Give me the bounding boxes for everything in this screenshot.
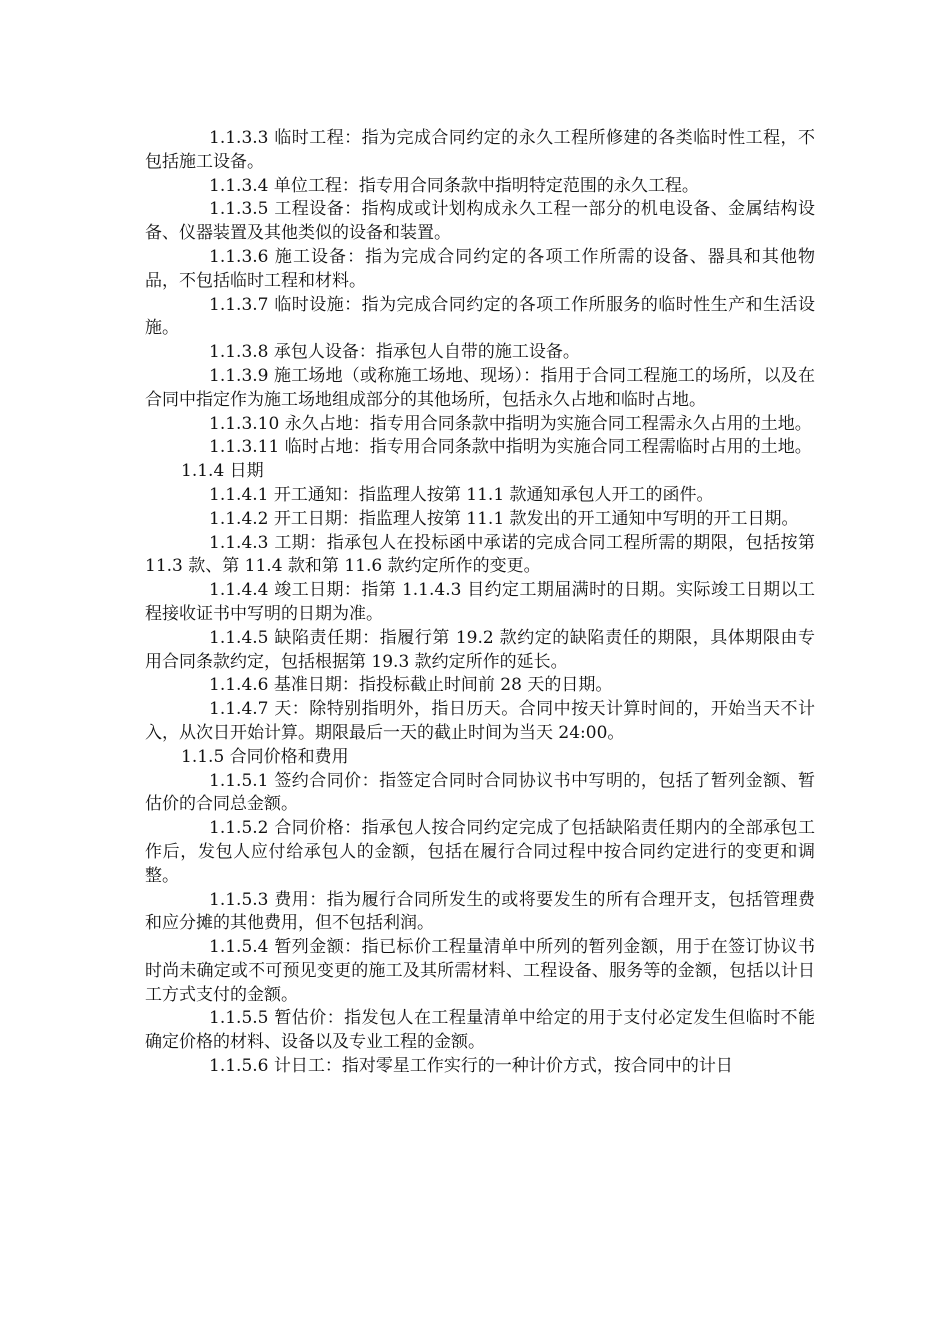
clause-1-1-4-3: 1.1.4.3 工期：指承包人在投标函中承诺的完成合同工程所需的期限，包括按第 11.3 款、第 11.4 款和第 11.6 款约定所作的变更。 [145, 532, 815, 577]
clause-1-1-3-6: 1.1.3.6 施工设备：指为完成合同约定的各项工作所需的设备、器具和其他物品，不包括临时工程和材料。 [145, 246, 815, 291]
clause-1-1-4-7: 1.1.4.7 天：除特别指明外，指日历天。合同中按天计算时间的，开始当天不计入，从次日开始计算。期限最后一天的截止时间为当天 24:00。 [145, 699, 815, 743]
clause-1-1-4-4: 1.1.4.4 竣工日期：指第 1.1.4.3 目约定工期届满时的日期。实际竣工日期以工程接收证书中写明的日期为准。 [145, 580, 815, 624]
clause-1-1-3-5: 1.1.3.5 工程设备：指构成或计划构成永久工程一部分的机电设备、金属结构设备、仪器装置及其他类似的设备和装置。 [145, 199, 815, 244]
clause-1-1-3-4: 1.1.3.4 单位工程：指专用合同条款中指明特定范围的永久工程。 [209, 175, 699, 196]
section-heading-1-1-4: 1.1.4 日期 [181, 461, 264, 482]
clause-1-1-4-1: 1.1.4.1 开工通知：指监理人按第 11.1 款通知承包人开工的函件。 [209, 484, 714, 505]
clause-1-1-5-1: 1.1.5.1 签约合同价：指签定合同时合同协议书中写明的，包括了暂列金额、暂估价的合同总金额。 [145, 770, 815, 815]
clause-1-1-3-7: 1.1.3.7 临时设施：指为完成合同约定的各项工作所服务的临时性生产和生活设施。 [145, 294, 815, 339]
clause-1-1-5-6: 1.1.5.6 计日工：指对零星工作实行的一种计价方式，按合同中的计日 [209, 1056, 733, 1077]
clause-1-1-5-2: 1.1.5.2 合同价格：指承包人按合同约定完成了包括缺陷责任期内的全部承包工作后，发包人应付给承包人的金额，包括在履行合同过程中按合同约定进行的变更和调整。 [145, 818, 815, 886]
clause-1-1-4-2: 1.1.4.2 开工日期：指监理人按第 11.1 款发出的开工通知中写明的开工日期。 [209, 508, 799, 529]
clause-1-1-5-3: 1.1.5.3 费用：指为履行合同所发生的或将要发生的所有合理开支，包括管理费和应分摊的其他费用，但不包括利润。 [145, 889, 815, 934]
document-body [145, 127, 815, 1079]
clause-1-1-3-11: 1.1.3.11 临时占地：指专用合同条款中指明为实施合同工程需临时占用的土地。 [209, 437, 812, 458]
clause-1-1-3-10: 1.1.3.10 永久占地：指专用合同条款中指明为实施合同工程需永久占用的土地。 [209, 413, 812, 434]
section-heading-1-1-5: 1.1.5 合同价格和费用 [181, 746, 349, 767]
clause-1-1-5-5: 1.1.5.5 暂估价：指发包人在工程量清单中给定的用于支付必定发生但临时不能确定价格的材料、设备以及专业工程的金额。 [145, 1008, 815, 1053]
clause-1-1-4-5: 1.1.4.5 缺陷责任期：指履行第 19.2 款约定的缺陷责任的期限，具体期限由专用合同条款约定，包括根据第 19.3 款约定所作的延长。 [145, 627, 815, 672]
clause-1-1-3-3: 1.1.3.3 临时工程：指为完成合同约定的永久工程所修建的各类临时性工程，不包括施工设备。 [145, 128, 815, 172]
clause-1-1-4-6: 1.1.4.6 基准日期：指投标截止时间前 28 天的日期。 [209, 675, 613, 696]
clause-1-1-3-8: 1.1.3.8 承包人设备：指承包人自带的施工设备。 [209, 342, 580, 363]
clause-1-1-5-4: 1.1.5.4 暂列金额：指已标价工程量清单中所列的暂列金额，用于在签订协议书时尚未确定或不可预见变更的施工及其所需材料、工程设备、服务等的金额，包括以计日工方式支付的金额。 [145, 937, 815, 1005]
clause-1-1-3-9: 1.1.3.9 施工场地（或称施工场地、现场）：指用于合同工程施工的场所，以及在合同中指定作为施工场地组成部分的其他场所，包括永久占地和临时占地。 [145, 365, 815, 410]
